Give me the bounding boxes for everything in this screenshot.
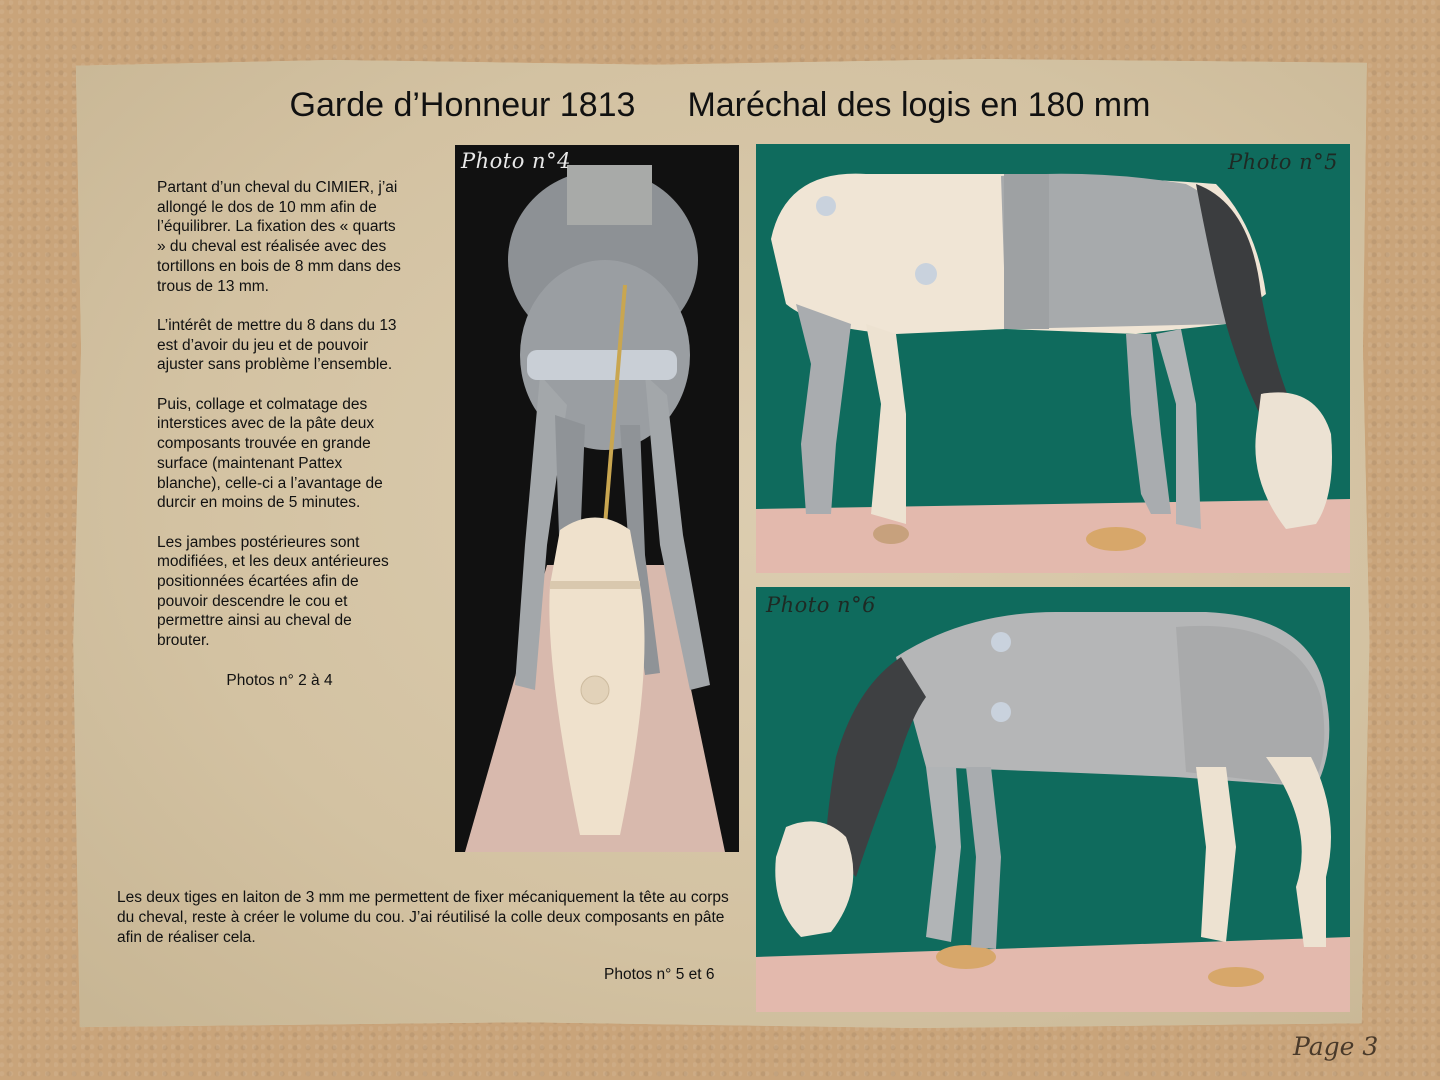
photo-5-image	[756, 144, 1350, 573]
photo-6-image	[756, 587, 1350, 1012]
paragraph-2: L’intérêt de mettre du 8 dans du 13 est d’avoir du jeu et de pouvoir ajuster sans problème l’ensemble.	[157, 316, 397, 374]
bottom-paragraph: Les deux tiges en laiton de 3 mm me permettent de fixer mécaniquement la tête au corps du cheval, reste à créer le volume du cou. J’ai réutilisé la colle deux composants en pâte afin de réaliser cela.	[117, 889, 729, 946]
photo-credit-5-6: Photos n° 5 et 6	[604, 966, 715, 983]
photo-credit-2-4: Photos n° 2 à 4	[226, 671, 333, 689]
photo-5-label: Photo n°5	[1228, 150, 1338, 174]
photo-4-image	[455, 145, 739, 852]
paragraph-4: Les jambes postérieures sont modifiées, et les deux antérieures positionnées écartées afin de pouvoir descendre le cou et permettre ainsi au cheval de brouter.	[157, 533, 389, 650]
page-title	[0, 86, 1440, 125]
title-right: Maréchal des logis en 180 mm	[687, 86, 1151, 124]
title-left: Garde d’Honneur 1813	[289, 86, 636, 124]
photo-5	[756, 144, 1350, 573]
photo-6-label: Photo n°6	[766, 593, 876, 617]
left-text-block	[157, 178, 402, 710]
bottom-text-block	[117, 888, 732, 948]
photo-6	[756, 587, 1350, 1012]
paragraph-3: Puis, collage et colmatage des interstices avec de la pâte deux composants trouvée en grande surface (maintenant Pattex blanche), celle-ci a l’avantage de durcir en moins de 5 minutes.	[157, 395, 383, 512]
page-number: Page 3	[1293, 1032, 1379, 1061]
photo-4	[455, 145, 739, 852]
paragraph-1: Partant d’un cheval du CIMIER, j’ai allongé le dos de 10 mm afin de l’équilibrer. La fixation des « quarts » du cheval est réalisée avec des tortillons en bois de 8 mm dans des trous de 13 mm.	[157, 179, 401, 295]
photo-4-label: Photo n°4	[461, 149, 571, 173]
